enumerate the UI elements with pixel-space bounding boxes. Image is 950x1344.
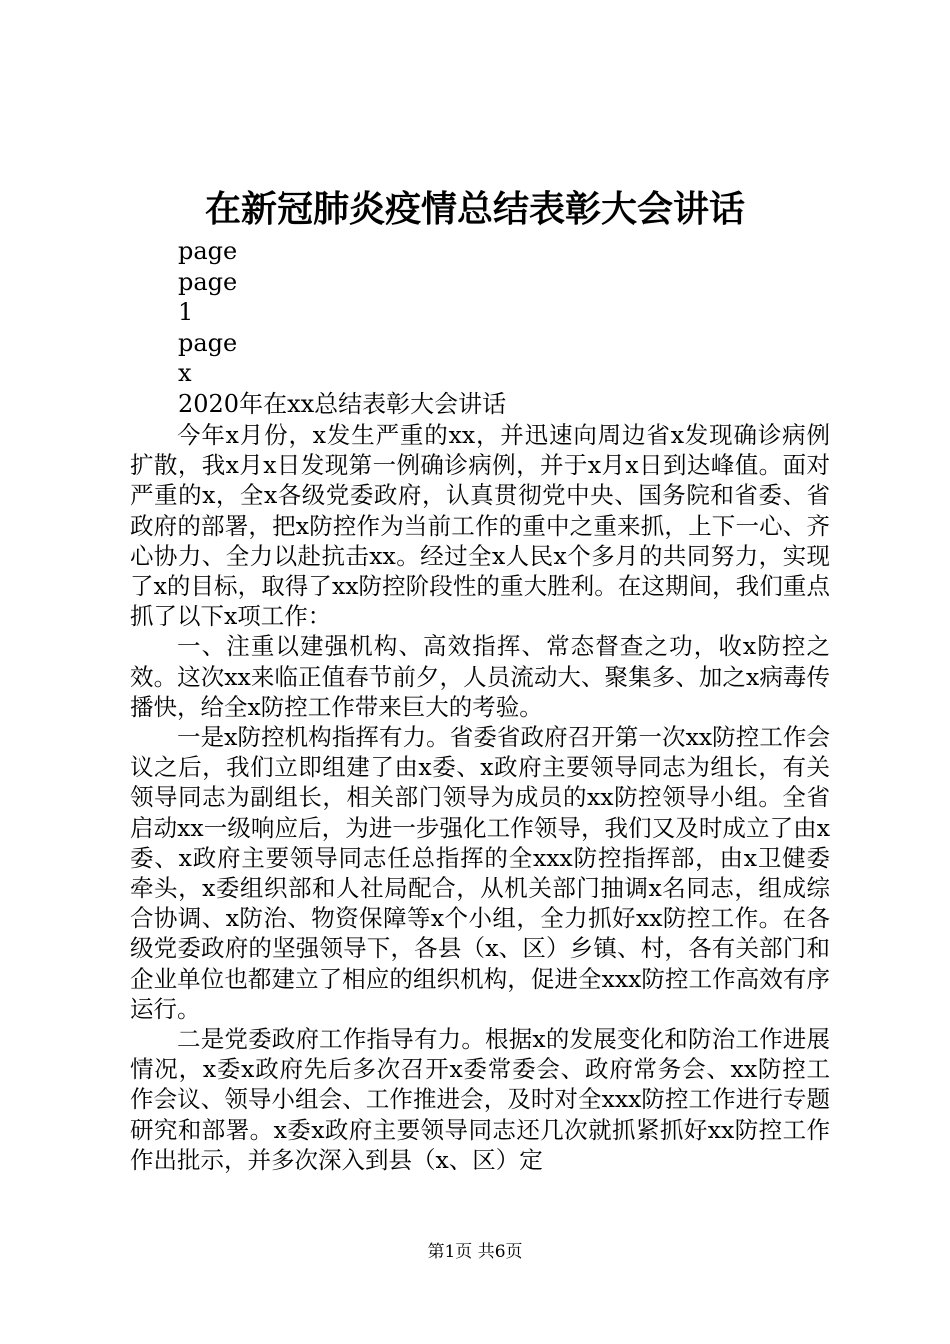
paragraph: 一是x防控机构指挥有力。省委省政府召开第一次xx防控工作会议之后，我们立即组建了由x委、x政府主要领导同志为组长，有关领导同志为副组长，相关部门领导为成员的xx防控领导小组。全省启动xx一级响应后，为进一步强化工作领导，我们又及时成立了由x委、x政府主要领导同志任总指挥的全xxx防控指挥部，由x卫健委牵头，x委组织部和人社局配合，从机关部门抽调x名同志，组成综合协调、x防治、物资保障等x个小组，全力抓好xx防控工作。在各级党委政府的坚强领导下，各县（x、区）乡镇、村，各有关部门和企业单位也都建立了相应的组织机构，促进全xxx防控工作高效有序运行。 (130, 723, 830, 1023)
meta-line: x (178, 359, 192, 388)
page-footer: 第1页 共6页 (427, 1242, 523, 1262)
meta-line: page (178, 328, 238, 357)
paragraph: 一、注重以建强机构、高效指挥、常态督查之功，收x防控之效。这次xx来临正值春节前夕，人员流动大、聚集多、加之x病毒传播快，给全x防控工作带来巨大的考验。 (130, 632, 830, 721)
paragraph: 二是党委政府工作指导有力。根据x的发展变化和防治工作进展情况，x委x政府先后多次召开x委常委会、政府常务会、xx防控工作会议、领导小组会、工作推进会，及时对全xxx防控工作进行专题研究和部署。x委x政府主要领导同志还几次就抓紧抓好xx防控工作作出批示，并多次深入到县（x、区）定 (130, 1025, 830, 1174)
paragraph: 今年x月份，x发生严重的xx，并迅速向周边省x发现确诊病例扩散，我x月x日发现第一例确诊病例，并于x月x日到达峰值。面对严重的x，全x各级党委政府，认真贯彻党中央、国务院和省委、省政府的部署，把x防控作为当前工作的重中之重来抓，上下一心、齐心协力、全力以赴抗击xx。经过全x人民x个多月的共同努力，实现了x的目标，取得了xx防控阶段性的重大胜利。在这期间，我们重点抓了以下x项工作： (130, 421, 830, 631)
document-meta-block (178, 236, 506, 420)
document-title: 在新冠肺炎疫情总结表彰大会讲话 (204, 188, 745, 230)
meta-line: page (178, 237, 238, 265)
meta-line: 1 (178, 298, 194, 327)
subtitle-line: 2020年在xx总结表彰大会讲话 (178, 389, 507, 418)
document-body (130, 420, 830, 1175)
meta-line: page (178, 267, 238, 296)
